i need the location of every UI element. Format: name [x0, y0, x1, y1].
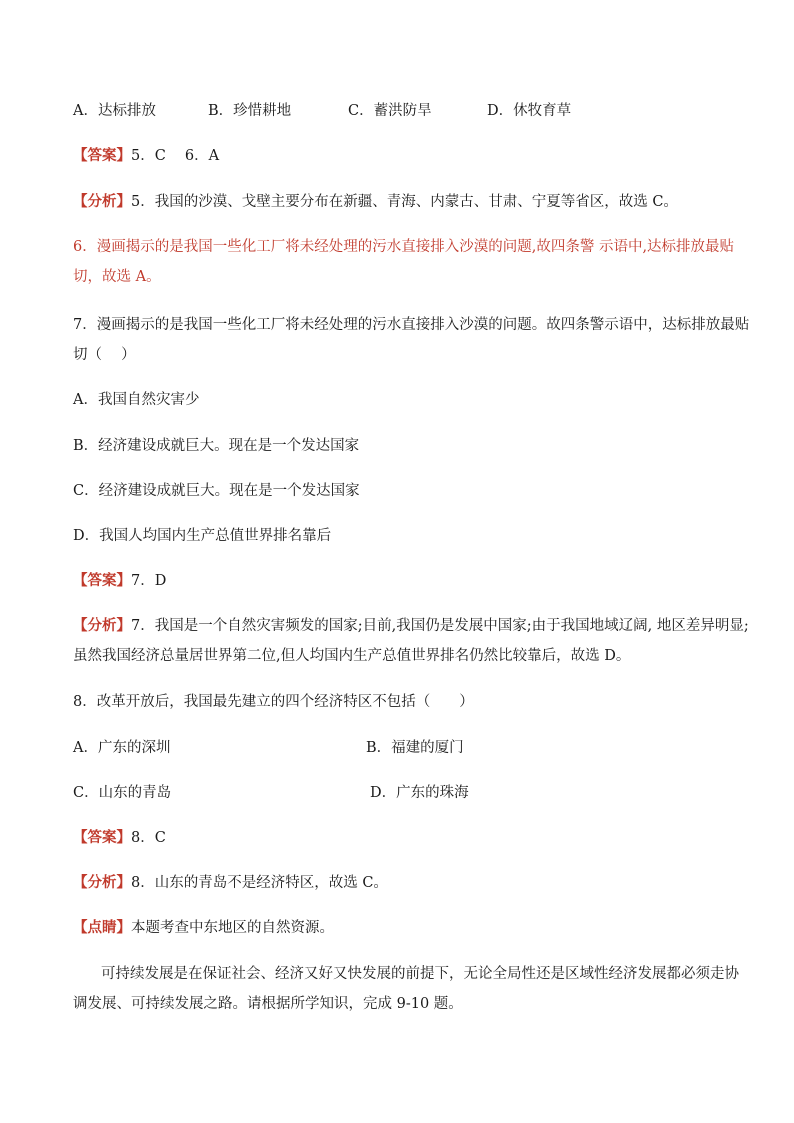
analysis-6-line2: 切，故选 A。 — [73, 269, 161, 285]
answer-tag: 【答案】 — [73, 829, 131, 846]
q8-stem: 8．改革开放后，我国最先建立的四个经济特区不包括（ ） — [73, 694, 474, 710]
q6-option-d: D．休牧育草 — [487, 103, 572, 119]
analysis-5-text: 5．我国的沙漠、戈壁主要分布在新疆、青海、内蒙古、甘肃、宁夏等省区，故选 C。 — [131, 194, 678, 210]
q8-option-b: B．福建的厦门 — [366, 740, 464, 756]
analysis-7-line2: 虽然我国经济总量居世界第二位,但人均国内生产总值世界排名仍然比较靠后，故选 D。 — [73, 648, 631, 664]
answer-5-6 — [73, 146, 219, 166]
q7-option-a: A．我国自然灾害少 — [73, 392, 200, 408]
answer-8 — [73, 828, 166, 848]
answer-tag: 【答案】 — [73, 147, 131, 164]
q6-option-b: B．珍惜耕地 — [208, 103, 292, 119]
analysis-7-line1 — [73, 616, 749, 636]
comment-tag: 【点睛】 — [73, 919, 131, 936]
analysis-tag: 【分析】 — [73, 617, 131, 634]
analysis-8 — [73, 873, 388, 893]
analysis-tag: 【分析】 — [73, 193, 131, 210]
answer-7 — [73, 571, 166, 591]
q7-option-c: C．经济建设成就巨大。现在是一个发达国家 — [73, 483, 360, 499]
comment-text: 本题考查中东地区的自然资源。 — [131, 920, 334, 936]
passage-9-10-line2: 调发展、可持续发展之路。请根据所学知识，完成 9-10 题。 — [73, 996, 463, 1012]
comment-8 — [73, 918, 334, 938]
analysis-5 — [73, 192, 678, 212]
q8-option-a: A．广东的深圳 — [73, 740, 171, 756]
q7-option-d: D．我国人均国内生产总值世界排名靠后 — [73, 528, 332, 544]
q7-stem-line2: 切（ ） — [73, 347, 136, 363]
q7-option-b: B．经济建设成就巨大。现在是一个发达国家 — [73, 438, 360, 454]
analysis-8-text: 8．山东的青岛不是经济特区，故选 C。 — [131, 875, 388, 891]
answer-text: 7．D — [131, 573, 167, 589]
q7-stem-line1: 7．漫画揭示的是我国一些化工厂将未经处理的污水直接排入沙漠的问题。故四条警示语中，达标排放最贴 — [73, 317, 750, 333]
answer-text: 8．C — [131, 830, 166, 846]
answer-tag: 【答案】 — [73, 572, 131, 589]
q6-option-c: C．蓄洪防旱 — [348, 103, 432, 119]
q8-option-d: D．广东的珠海 — [370, 785, 469, 801]
passage-9-10-line1: 可持续发展是在保证社会、经济又好又快发展的前提下，无论全局性还是区域性经济发展都必须走协 — [101, 966, 739, 982]
analysis-7-text: 7．我国是一个自然灾害频发的国家;目前,我国仍是发展中国家;由于我国地域辽阔, 地区差异明显; — [131, 618, 749, 634]
answer-text: 5．C 6．A — [131, 148, 220, 164]
analysis-6-line1: 6．漫画揭示的是我国一些化工厂将未经处理的污水直接排入沙漠的问题,故四条警 示语中,达标排放最贴 — [73, 239, 735, 255]
q8-option-c: C．山东的青岛 — [73, 785, 172, 801]
q6-option-a: A．达标排放 — [73, 103, 156, 119]
analysis-tag: 【分析】 — [73, 874, 131, 891]
